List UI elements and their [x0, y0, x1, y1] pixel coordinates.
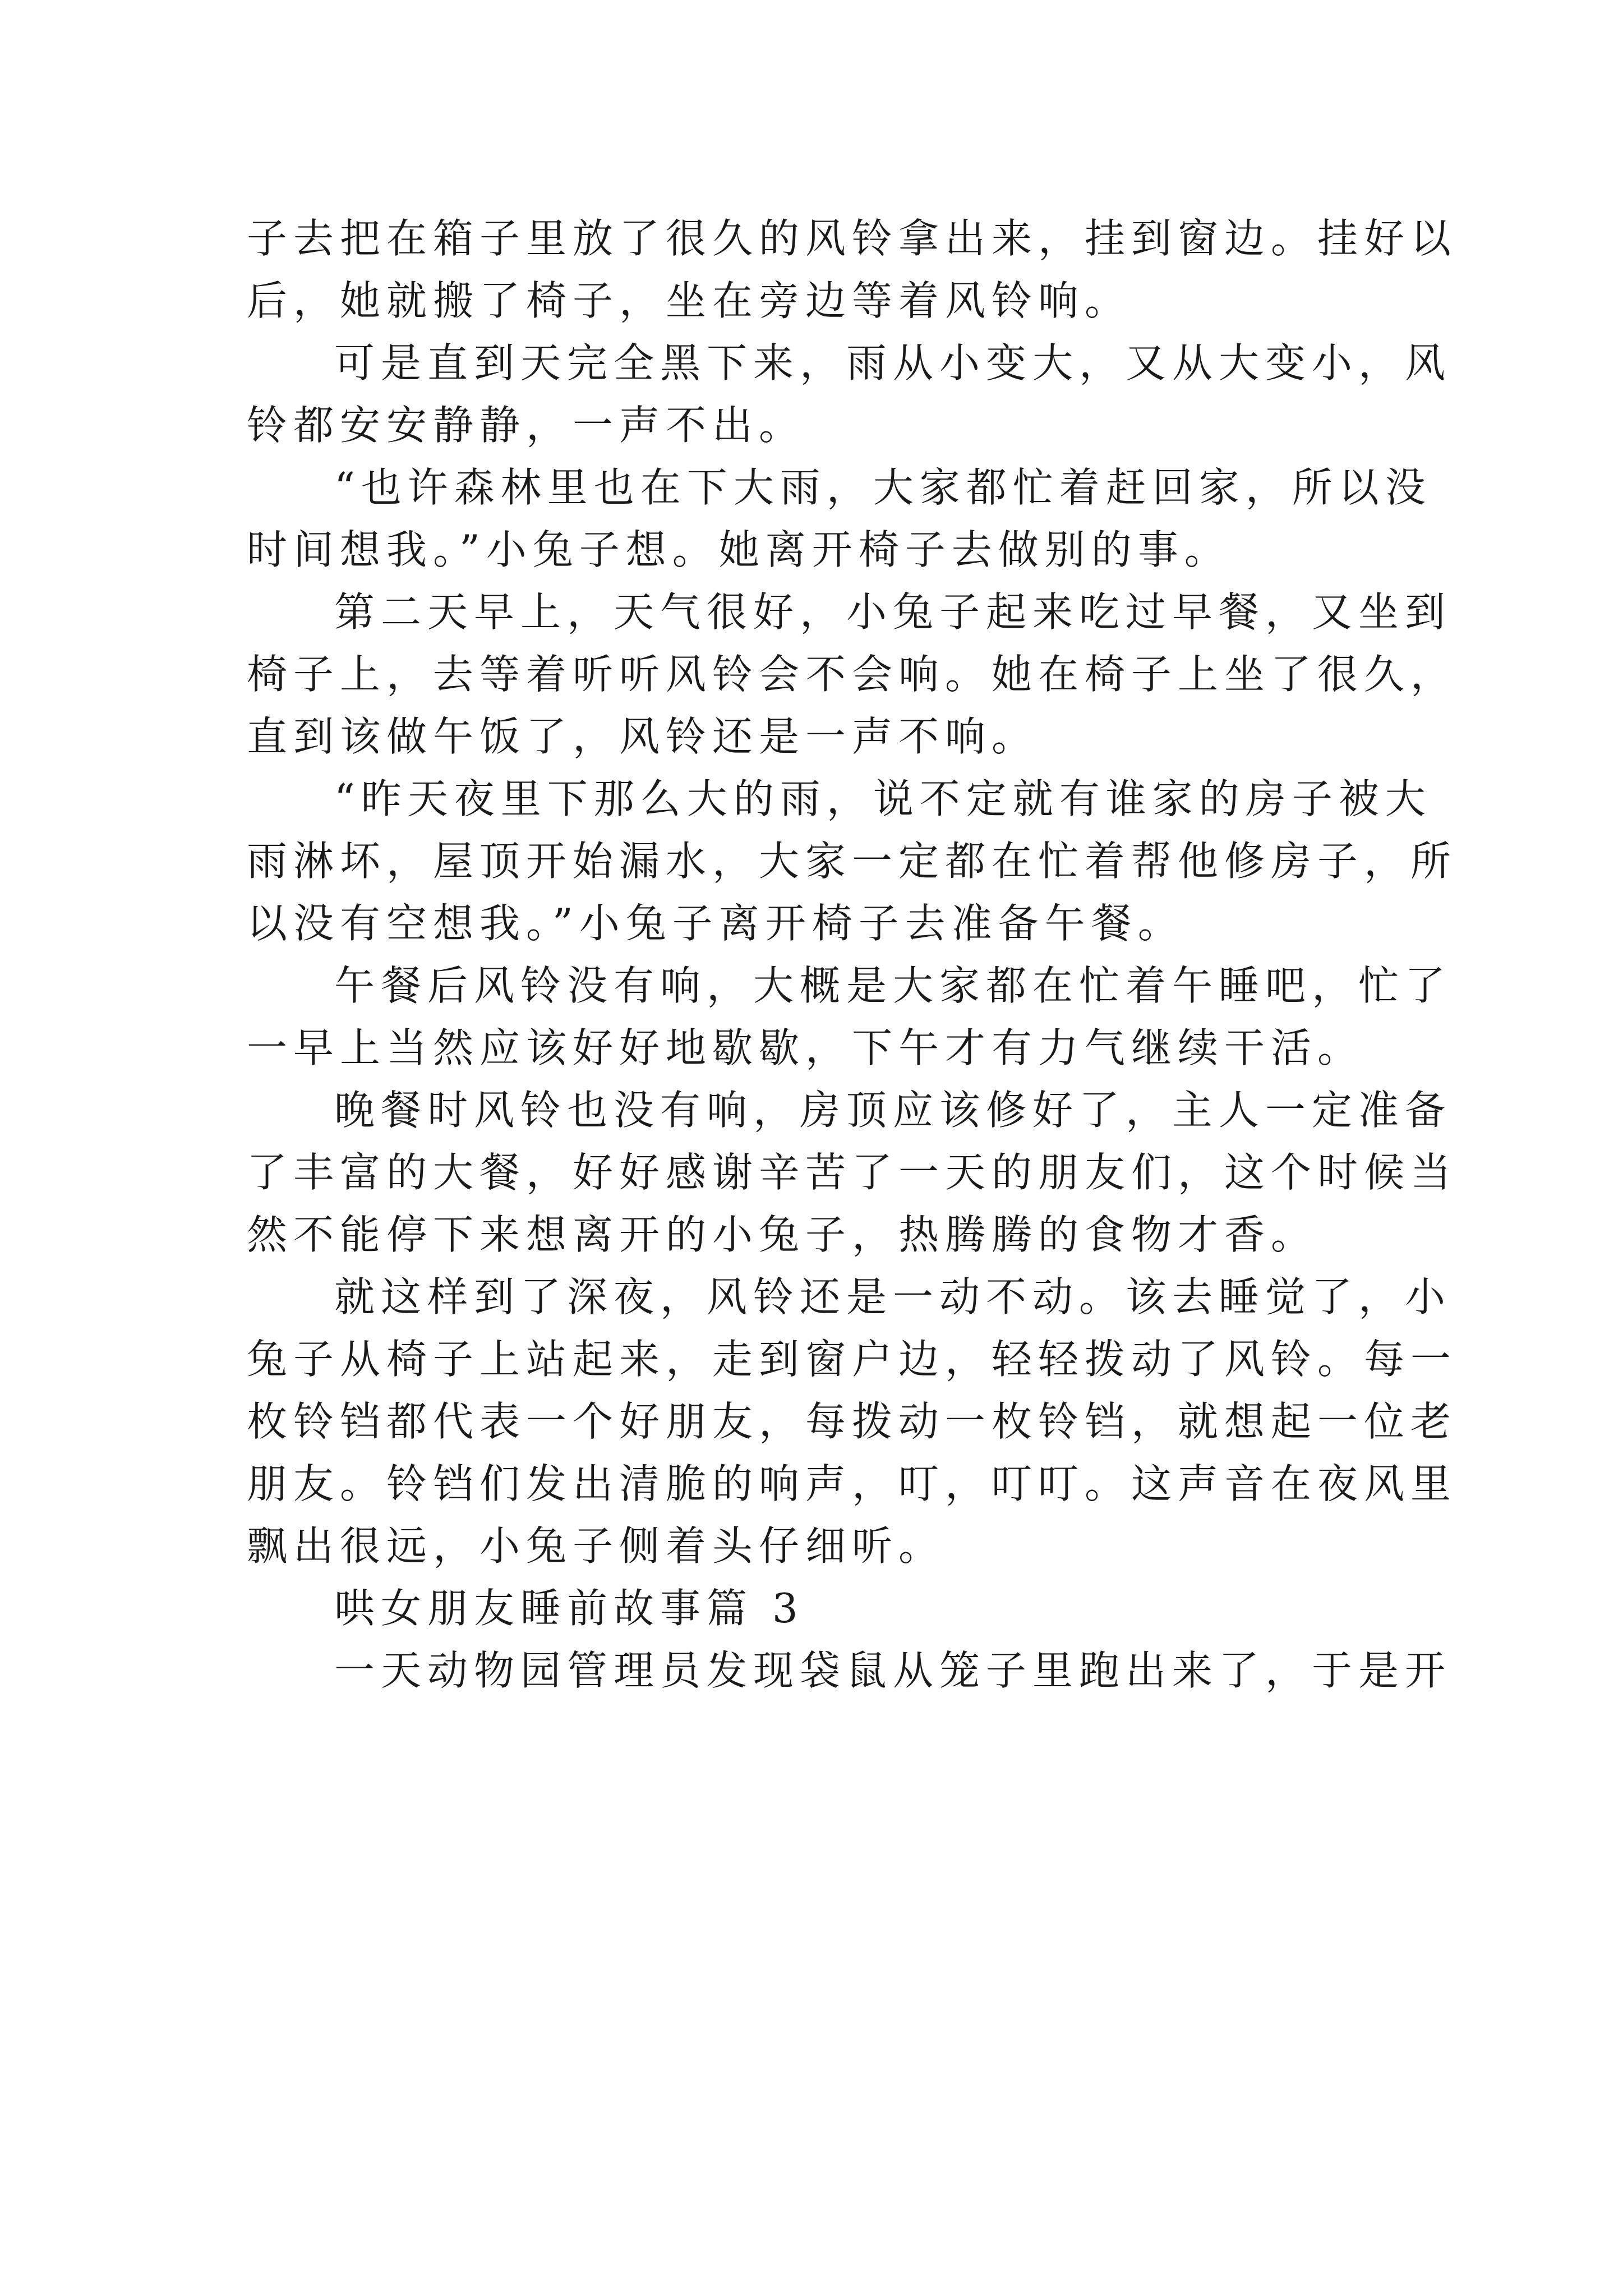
- text-line: 晚餐时风铃也没有响，房顶应该修好了，主人一定准备: [334, 1087, 1452, 1134]
- text-line: 朋友。铃铛们发出清脆的响声，叮，叮叮。这声音在夜风里: [247, 1460, 1458, 1507]
- text-line: 直到该做午饭了，风铃还是一声不响。: [247, 713, 1039, 760]
- text-line: 午餐后风铃没有响，大概是大家都在忙着午睡吧，忙了: [334, 962, 1452, 1009]
- text-line: 一天动物园管理员发现袋鼠从笼子里跑出来了，于是开: [334, 1647, 1452, 1694]
- text-line: 雨淋坏，屋顶开始漏水，大家一定都在忙着帮他修房子，所: [247, 838, 1458, 885]
- text-line: 子去把在箱子里放了很久的风铃拿出来，挂到窗边。挂好以: [247, 215, 1458, 262]
- text-line: 椅子上，去等着听听风铃会不会响。她在椅子上坐了很久，: [247, 651, 1458, 698]
- text-line: “也许森林里也在下大雨，大家都忙着赶回家，所以没: [334, 464, 1432, 511]
- text-line: 第二天早上，天气很好，小兔子起来吃过早餐，又坐到: [334, 588, 1452, 636]
- text-line: 时间想我。”小兔子想。她离开椅子去做别的事。: [247, 526, 1231, 573]
- text-line: 兔子从椅子上站起来，走到窗户边，轻轻拨动了风铃。每一: [247, 1336, 1458, 1383]
- text-line: 一早上当然应该好好地歇歇，下午才有力气继续干活。: [247, 1024, 1364, 1071]
- body-text: [247, 208, 1458, 1702]
- text-line: 就这样到了深夜，风铃还是一动不动。该去睡觉了，小: [334, 1273, 1452, 1320]
- text-line: 以没有空想我。”小兔子离开椅子去准备午餐。: [247, 900, 1184, 947]
- text-line: 后，她就搬了椅子，坐在旁边等着风铃响。: [247, 277, 1132, 324]
- text-line: 然不能停下来想离开的小兔子，热腾腾的食物才香。: [247, 1211, 1318, 1258]
- text-line: 可是直到天完全黑下来，雨从小变大，又从大变小，风: [334, 339, 1452, 386]
- text-line: 铃都安安静静，一声不出。: [247, 402, 806, 449]
- section-heading: 哄女朋友睡前故事篇 3: [334, 1585, 804, 1632]
- text-line: 飘出很远，小兔子侧着头仔细听。: [247, 1522, 946, 1570]
- text-line: 枚铃铛都代表一个好朋友，每拨动一枚铃铛，就想起一位老: [247, 1398, 1458, 1445]
- text-line: “昨天夜里下那么大的雨，说不定就有谁家的房子被大: [334, 775, 1432, 822]
- text-line: 了丰富的大餐，好好感谢辛苦了一天的朋友们，这个时候当: [247, 1149, 1458, 1196]
